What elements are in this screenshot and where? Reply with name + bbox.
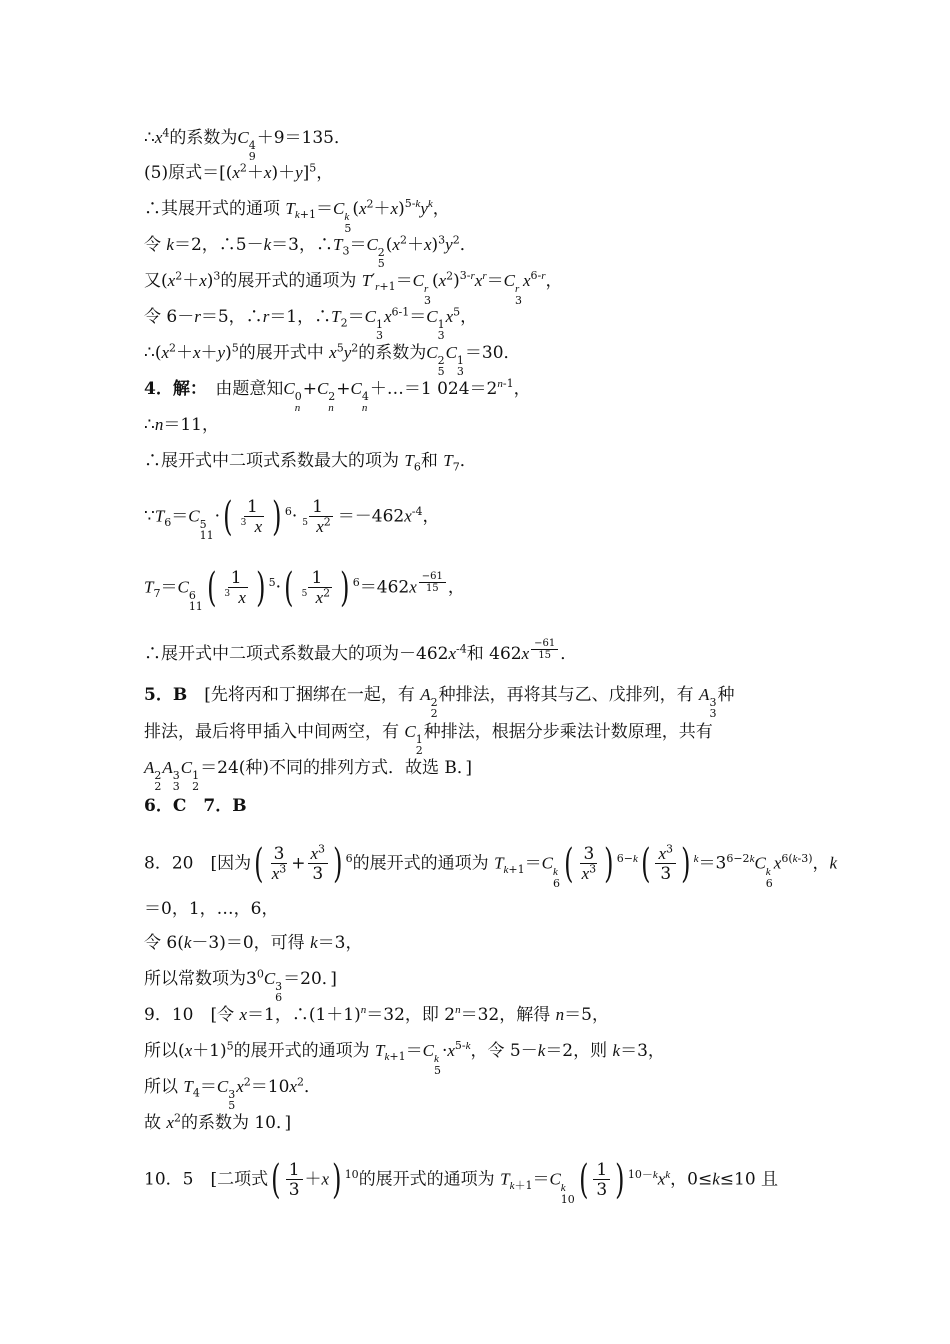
text-line: 又$(x^2+x)^3$的展开式的通项为 $T'_{r+1}=C$ r 3 $(x^2)^{3-r}x^r=C$ r 3 $x^{6-r}$，	[144, 269, 563, 307]
text-line: 8．20 [因为( $\frac{3}{x^3}$ + $\frac{x^3}{3}$ ) $^6$的展开式的通项为 $T_{k+1}=C$ k 6 ( $\frac{3}{x^3}$ ) $^{6-k}$( $\frac{x^3}{3}$ ) $^k=3^{6-2k}C$ k 6 $x^{6(k-3)}$，k	[144, 841, 838, 890]
text-line: 10．5 [二项式( $\frac{1}{3}$ ＋x) $^{10}$的展开式的通项为 $T_{k+1}=C$ k 10 ( $\frac{1}{3}$ ) $^{10-k}x^k$，0≤k≤10 且	[144, 1157, 779, 1206]
text-line: 令 k＝2，∴5－k＝3，$\therefore T_3=C$ 2 5 $(x^2+x)^3y^2$．	[144, 233, 477, 270]
text-line: 4．解： 由题意知C 0 n +C 2 n +C 4 n ＋…＝1 $024=2^{n-1}$，	[144, 377, 531, 414]
text-line: 所以$(x+1)^5$的展开式的通项为 $T_{k+1}=C$ k 5 $\cdot x^{5-k}$，令 5－k＝2，则 k＝3，	[144, 1039, 665, 1077]
text-line: $\because T_6=C$ 5 11 ·( 1 3 x ) $^6$· 1 5 $x^2$ $=-462x^{-4}$，	[144, 494, 440, 542]
text-line: ∴n＝11，	[144, 415, 219, 435]
text-line: (5)原式$=[(x^2+x)+y]^5$，	[144, 161, 334, 183]
text-line: 故 $x^2$的系数为 10．]	[144, 1111, 292, 1133]
text-line: ∴展开式中二项式系数最大的项为$-462x^{-4}$和 462x $^{\frac{-61}{15}}$ ．	[144, 638, 578, 665]
text-line: ＝0，1，…，6，	[144, 899, 279, 919]
text-line: 5．B [先将丙和丁捆绑在一起，有 A 2 2 种排法，再将其与乙、戊排列，有 A 3 3 种	[144, 685, 735, 720]
text-line: $\therefore(x^2+x+y)^5$的展开式中 $x^5y^2$的系数为C 2 5 C 1 3 ＝30．	[144, 341, 521, 378]
text-line: A 2 2 A 3 3 C 1 2 ＝24(种)不同的排列方式．故选 B．]	[144, 758, 473, 793]
text-line: 9．10 [令 x＝1，$\therefore(1+1)^n=32$，即 $2^n=32$，解得 n＝5，	[144, 1004, 609, 1025]
text-line: ∴展开式中二项式系数最大的项为 $T_6$和 $T_7$．	[144, 451, 477, 474]
text-line: 6．C 7．B	[144, 796, 247, 816]
text-line: 令 6(k－3)＝0，可得 k＝3，	[144, 933, 363, 953]
text-line: 所以 $T_4=C$ 3 5 $x^2=10x^2$．	[144, 1075, 321, 1112]
text-line: 令 6－r＝5，∴r＝1，$\therefore T_2=C$ 1 3 $x^{6-1}=C$ 1 3 $x^5$，	[144, 305, 478, 342]
text-line: ∴其展开式的通项 $T_{k+1}=C$ k 5 $(x^2+x)^{5-k}y^k$，	[144, 197, 450, 235]
text-line: 所以常数项为$3^0C$ 3 6 ＝20．]	[144, 967, 337, 1004]
text-line: $T_7=C$ 6 11 ( 1 3 x ) $^5$·( 1 5 $x^2$ ) $^6$＝462x $^{\frac{-61}{15}}$ ，	[144, 565, 465, 613]
text-line: $\therefore x^4$的系数为C 4 9 ＋9＝135．	[144, 126, 351, 163]
text-line: 排法，最后将甲插入中间两空，有 C 1 2 种排法，根据分步乘法计数原理，共有	[144, 722, 713, 757]
